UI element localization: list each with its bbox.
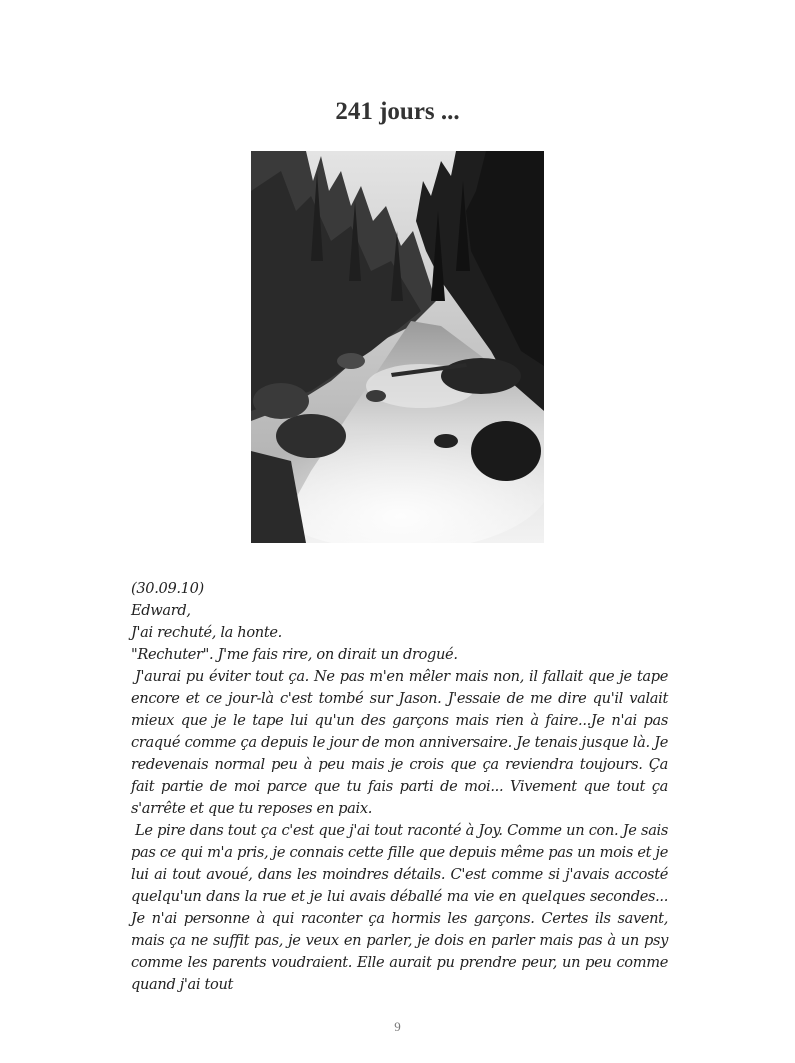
page-title: 241 jours ... <box>335 98 460 125</box>
letter-line: "Rechuter". J'me fais rire, on dirait un drogué. <box>131 646 458 663</box>
letter-body <box>131 578 668 996</box>
letter-line: J'ai rechuté, la honte. <box>131 624 282 641</box>
page-number: 9 <box>394 1019 401 1034</box>
letter-paragraph: Le pire dans tout ça c'est que j'ai tout raconté à Joy. Comme un con. Je sais pas ce qui m'a pris, je connais cette fille que depuis même pas un mois et je lui ai tout avoué, dans les moindres détails. C'est comme si j'avais accosté quelqu'un dans la rue et je lui avais déballé ma vie en quelques secondes... Je n'ai personne à qui raconter ça hormis les garçons. Certes ils savent, mais ça ne suffit pas, je veux en parler, je dois en parler mais pas à un psy comme les parents voudraient. Elle aurait pu prendre peur, un peu comme quand j'ai tout <box>131 822 668 993</box>
river-forest-photo <box>251 151 544 543</box>
letter-paragraph: J'aurai pu éviter tout ça. Ne pas m'en mêler mais non, il fallait que je tape encore et ce jour-là c'est tombé sur Jason. J'essaie de me dire qu'il valait mieux que je le tape lui qu'un des garçons mais rien à faire...Je n'ai pas craqué comme ça depuis le jour de mon anniversaire. Je tenais jusque là. Je redevenais normal peu à peu mais je crois que ça reviendra toujours. Ça fait partie de moi parce que tu fais parti de moi... Vivement que tout ça s'arrête et que tu reposes en paix. <box>131 668 668 817</box>
letter-salutation: Edward, <box>131 602 191 619</box>
letter-date: (30.09.10) <box>131 580 204 597</box>
